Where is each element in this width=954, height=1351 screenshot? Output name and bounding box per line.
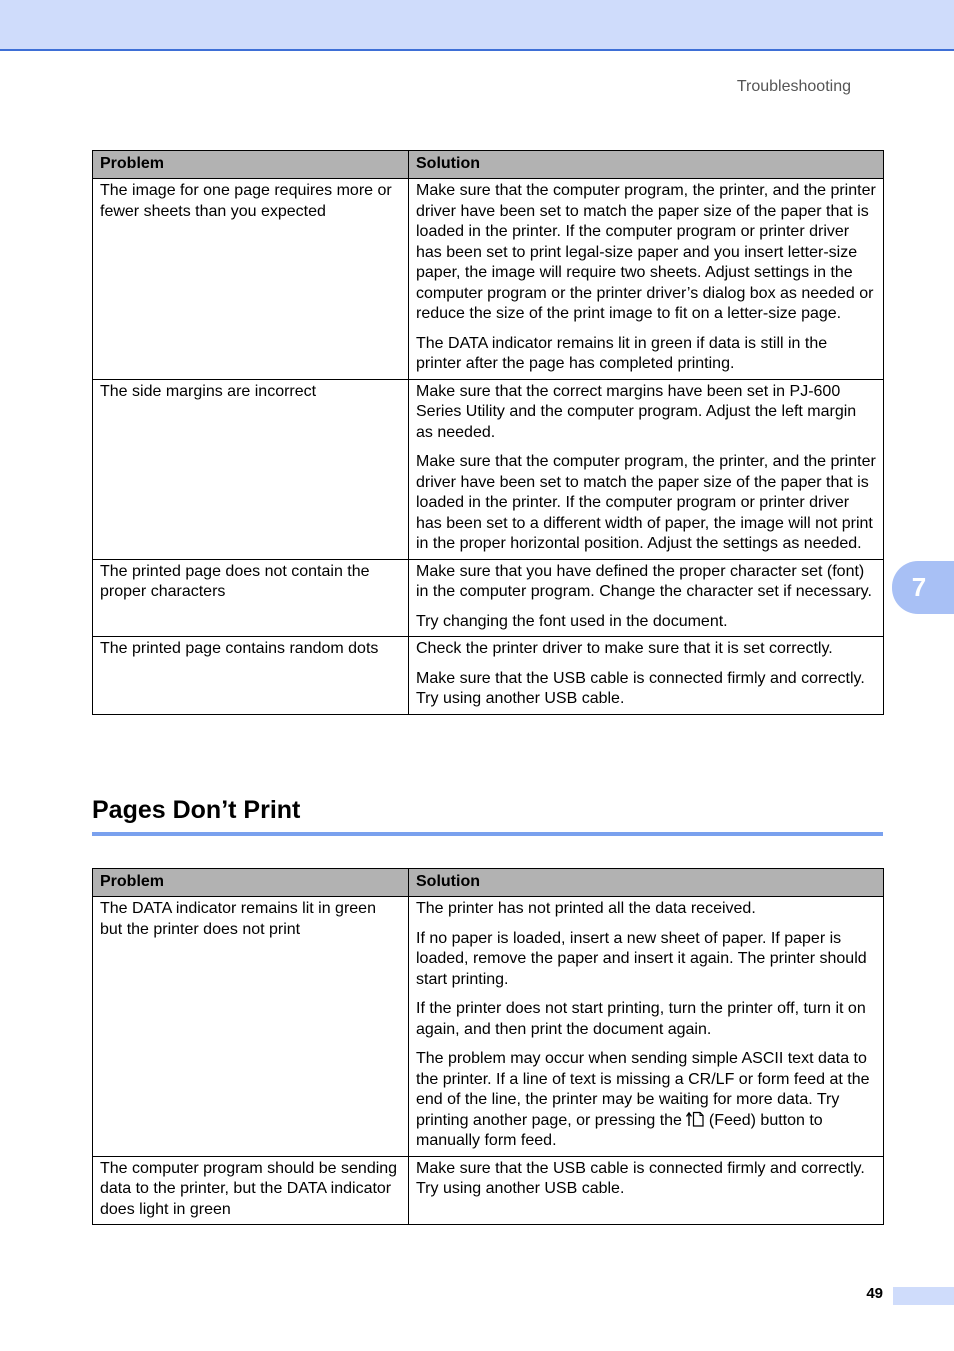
problem-cell: The side margins are incorrect — [93, 379, 409, 559]
page-number-band — [893, 1287, 954, 1305]
feed-icon — [686, 1111, 704, 1127]
column-header-problem: Problem — [93, 869, 409, 897]
solution-text-before-icon: The problem may occur when sending simple ASCII text data to the printer. If a line of text is missing a CR/LF or form feed at the end of the line, the printer may be waiting for more data. Try printing another page, or pressing the — [416, 1050, 870, 1129]
solution-paragraph: If the printer does not start printing, turn the printer off, turn it on again, and then print the document again. — [416, 1000, 866, 1038]
solution-paragraph: Try changing the font used in the document. — [416, 612, 728, 630]
solution-paragraph: The printer has not printed all the data received. — [416, 900, 756, 917]
problem-cell: The image for one page requires more or fewer sheets than you expected — [93, 179, 409, 380]
solution-paragraph: Make sure that the USB cable is connected firmly and correctly. Try using another USB cable. — [416, 1159, 865, 1197]
troubleshooting-table-print-quality — [92, 150, 884, 715]
troubleshooting-table-pages-dont-print — [92, 868, 884, 1225]
table-header-row — [93, 869, 884, 897]
problem-cell: The printed page contains random dots — [93, 637, 409, 715]
table-row — [93, 637, 884, 715]
column-header-solution: Solution — [409, 869, 884, 897]
solution-cell — [409, 559, 884, 637]
solution-paragraph: Make sure that the USB cable is connected firmly and correctly. Try using another USB cable. — [416, 669, 865, 707]
solution-paragraph: Make sure that the computer program, the printer, and the printer driver have been set to match the paper size of the paper that is loaded in the printer. If the computer program or printer driver has been set to a different width of paper, the image will not print in the proper horizontal position. Adjust the settings as needed. — [416, 453, 876, 552]
chapter-tab — [892, 561, 954, 614]
solution-cell — [409, 637, 884, 715]
solution-cell — [409, 1156, 884, 1225]
solution-cell — [409, 897, 884, 1157]
chapter-number: 7 — [911, 572, 927, 602]
problem-cell: The computer program should be sending data to the printer, but the DATA indicator does light in green — [93, 1156, 409, 1225]
problem-cell: The DATA indicator remains lit in green but the printer does not print — [93, 897, 409, 1157]
running-header: Troubleshooting — [736, 78, 851, 95]
solution-text-after-icon: (Feed) button to manually form feed. — [416, 1111, 823, 1149]
table-row — [93, 179, 884, 380]
solution-paragraph: Make sure that the computer program, the printer, and the printer driver have been set to match the paper size of the paper that is loaded in the printer. If the computer program or printer driver has been set to print legal-size paper and you insert letter-size paper, the image will require two sheets. Adjust settings in the computer program or the printer driver’s dialog box as needed or reduce the size of the print image to fit on a letter-size page. — [416, 182, 876, 322]
solution-cell — [409, 179, 884, 380]
solution-cell — [409, 379, 884, 559]
solution-paragraph: The DATA indicator remains lit in green if data is still in the printer after the page has completed printing. — [416, 334, 828, 372]
problem-cell: The printed page does not contain the proper characters — [93, 559, 409, 637]
solution-paragraph: Make sure that you have defined the proper character set (font) in the computer program. Change the character set if necessary. — [416, 562, 872, 600]
solution-paragraph: Make sure that the correct margins have been set in PJ-600 Series Utility and the computer program. Adjust the left margin as needed. — [416, 382, 857, 441]
column-header-problem: Problem — [93, 151, 409, 179]
page-number: 49 — [866, 1285, 883, 1302]
top-color-band — [0, 0, 954, 51]
section-title: Pages Don’t Print — [92, 796, 301, 824]
table-row — [93, 897, 884, 1157]
solution-paragraph: If no paper is loaded, insert a new sheet of paper. If paper is loaded, remove the paper and insert it again. The printer should start printing. — [416, 929, 867, 988]
table-header-row — [93, 151, 884, 179]
column-header-solution: Solution — [409, 151, 884, 179]
solution-paragraph: Check the printer driver to make sure that it is set correctly. — [416, 640, 833, 657]
section-rule — [92, 832, 883, 836]
solution-paragraph-with-icon — [416, 1049, 876, 1152]
table-row — [93, 559, 884, 637]
table-row — [93, 379, 884, 559]
table-row — [93, 1156, 884, 1225]
